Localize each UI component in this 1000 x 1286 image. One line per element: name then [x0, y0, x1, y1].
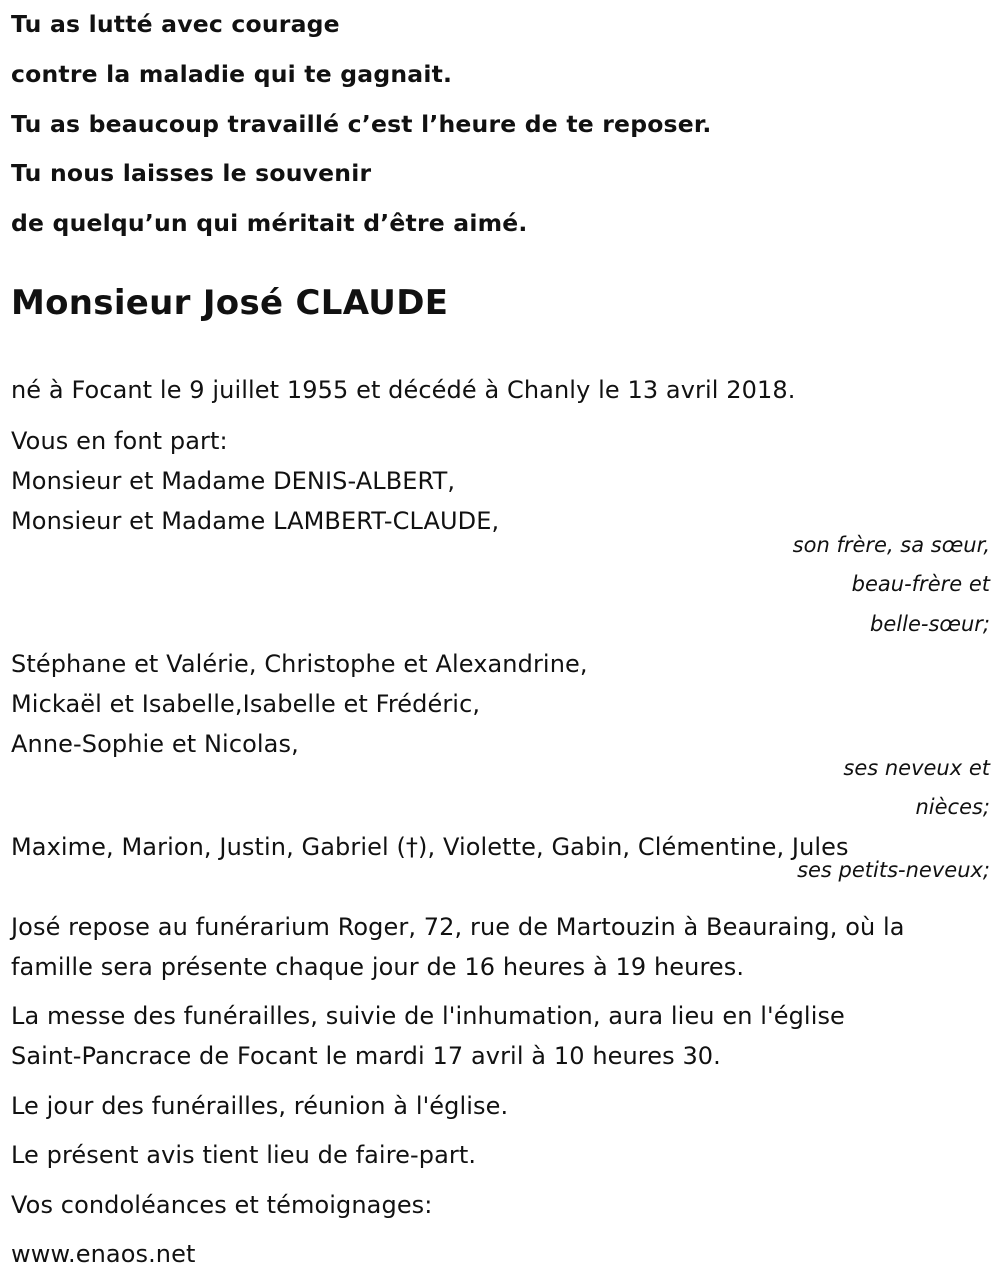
- relation-label: beau-frère et: [851, 572, 990, 596]
- relation-label: ses petits-neveux;: [797, 858, 990, 882]
- poem-line: Tu nous laisses le souvenir: [11, 159, 372, 187]
- deceased-name: Monsieur José CLAUDE: [11, 283, 449, 323]
- website-link[interactable]: www.enaos.net: [11, 1240, 196, 1268]
- family-line: Monsieur et Madame DENIS-ALBERT,: [11, 467, 456, 495]
- family-line: Stéphane et Valérie, Christophe et Alexandrine,: [11, 650, 588, 678]
- meeting-info: Le jour des funérailles, réunion à l'église.: [11, 1092, 509, 1120]
- birth-death-info: né à Focant le 9 juillet 1955 et décédé à Chanly le 13 avril 2018.: [11, 376, 796, 404]
- poem-line: contre la maladie qui te gagnait.: [11, 60, 453, 88]
- relation-label: son frère, sa sœur,: [792, 533, 990, 557]
- condolences-text: Vos condoléances et témoignages:: [11, 1191, 433, 1219]
- family-line: Monsieur et Madame LAMBERT-CLAUDE,: [11, 507, 500, 535]
- funerarium-info: famille sera présente chaque jour de 16 heures à 19 heures.: [11, 953, 745, 981]
- family-line: Maxime, Marion, Justin, Gabriel (†), Violette, Gabin, Clémentine, Jules: [11, 833, 849, 861]
- mass-info: La messe des funérailles, suivie de l'inhumation, aura lieu en l'église: [11, 1002, 845, 1030]
- relation-label: ses neveux et: [843, 756, 990, 780]
- poem-line: Tu as beaucoup travaillé c’est l’heure de te reposer.: [11, 110, 712, 138]
- poem-line: de quelqu’un qui méritait d’être aimé.: [11, 209, 528, 237]
- relation-label: belle-sœur;: [870, 612, 990, 636]
- family-line: Anne-Sophie et Nicolas,: [11, 730, 299, 758]
- funerarium-info: José repose au funérarium Roger, 72, rue de Martouzin à Beauraing, où la: [11, 913, 905, 941]
- notice-text: Le présent avis tient lieu de faire-part.: [11, 1141, 477, 1169]
- relation-label: nièces;: [915, 795, 990, 819]
- mass-info: Saint-Pancrace de Focant le mardi 17 avril à 10 heures 30.: [11, 1042, 721, 1070]
- family-line: Mickaël et Isabelle,Isabelle et Frédéric,: [11, 690, 481, 718]
- poem-line: Tu as lutté avec courage: [11, 10, 340, 38]
- announcement-intro: Vous en font part:: [11, 427, 228, 455]
